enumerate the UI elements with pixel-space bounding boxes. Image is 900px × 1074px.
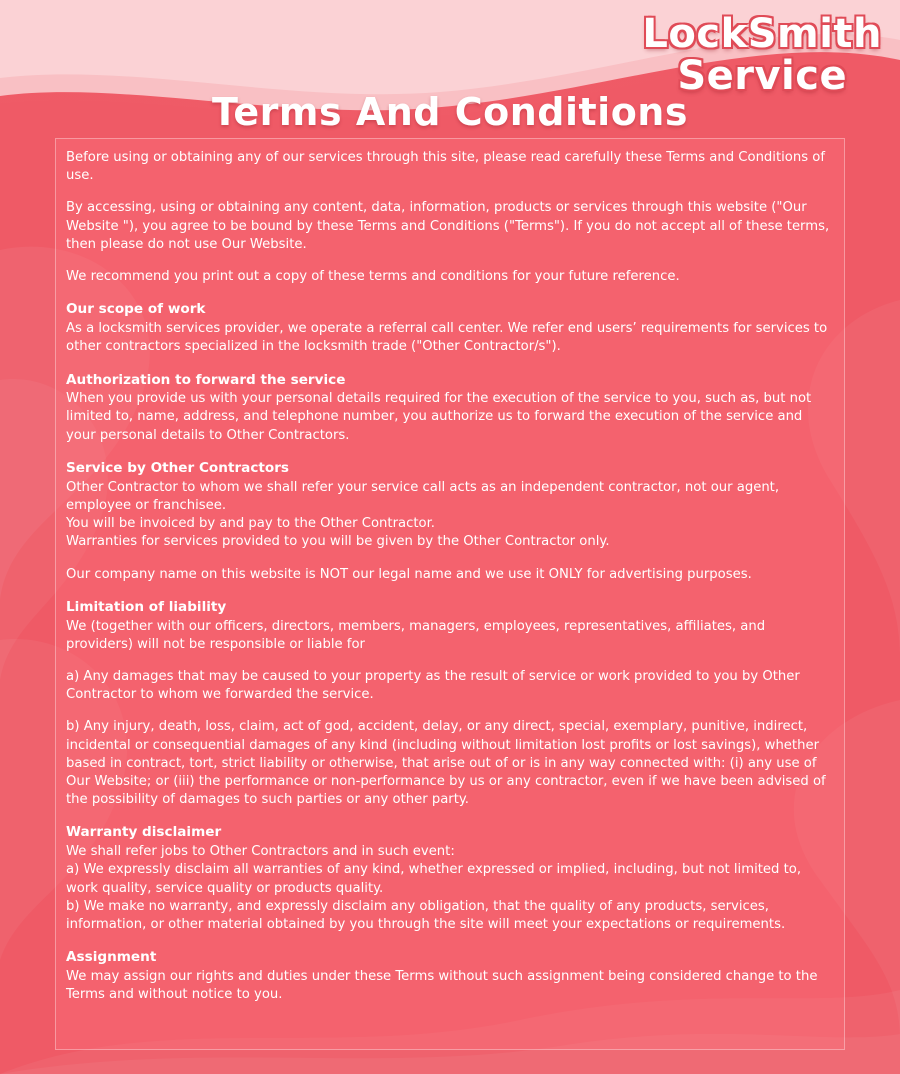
terms-section [66,948,834,1004]
intro-paragraph: Before using or obtaining any of our services through this site, please read carefully these Terms and Conditions of use. [66,150,825,184]
terms-section [66,668,834,704]
intro-paragraph: We recommend you print out a copy of these terms and conditions for your future reference. [66,269,680,285]
logo-line-1: LockSmith [642,11,882,57]
terms-section [66,459,834,552]
section-paragraph: We shall refer jobs to Other Contractors and in such event: [66,844,455,860]
terms-section [66,823,834,934]
terms-section [66,718,834,809]
section-paragraph: b) We make no warranty, and expressly disclaim any obligation, that the quality of any products, services, information, or other material obtained by you through the site will meet your expectations or requirements. [66,898,786,933]
section-paragraph: a) We expressly disclaim all warranties of any kind, whether expressed or implied, including, but not limited to, work quality, service quality or products quality. [66,862,802,896]
section-paragraph: We (together with our officers, directors, members, managers, employees, representatives, affiliates, and providers) will not be responsible or liable for [66,618,766,652]
intro-paragraph: By accessing, using or obtaining any content, data, information, products or services through this website ("Our Website "), you agree to be bound by these Terms and Conditions ("Terms"). If you do not accept all of these terms, then please do not use Our Website. [66,200,830,252]
site-logo[interactable] [642,11,882,99]
section-paragraph: b) Any injury, death, loss, claim, act of god, accident, delay, or any direct, special, exemplary, punitive, indirect, incidental or consequential damages of any kind (including without limitation lost profits or lost savings), whether based in contract, tort, strict liability or otherwise, that arise out of or is in any way connected with: (i) any use of Our Website; or (iii) the performance or non-performance by us or any contractor, even if we have been advised of the possibility of damages to such parties or any other party. [66,719,826,808]
logo-line-2: Service [677,53,848,99]
page-title: Terms And Conditions [212,90,688,134]
terms-section [66,300,834,356]
section-paragraph: Other Contractor to whom we shall refer your service call acts as an independent contractor, not our agent, employee or franchisee. [66,479,780,513]
section-paragraph: When you provide us with your personal details required for the execution of the service to you, such as, but not limited to, name, address, and telephone number, you authorize us to forward the execution of the service and your personal details to Other Contractors. [66,391,812,443]
section-heading: Service by Other Contractors [66,459,290,476]
terms-document [66,149,834,1005]
terms-section [66,598,834,654]
section-heading: Warranty disclaimer [66,824,222,841]
section-paragraph: We may assign our rights and duties under these Terms without such assignment being considered change to the Terms and without notice to you. [66,969,818,1003]
terms-section [66,566,834,584]
section-heading: Our scope of work [66,301,206,318]
section-paragraph: As a locksmith services provider, we operate a referral call center. We refer end users’ requirements for services to other contractors specialized in the locksmith trade ("Other Contractor/s"). [66,321,828,355]
terms-section [66,371,834,445]
section-heading: Limitation of liability [66,598,227,615]
section-heading: Assignment [66,949,157,966]
section-paragraph: a) Any damages that may be caused to your property as the result of service or work provided to you by Other Contractor to whom we forwarded the service. [66,668,800,703]
section-paragraph: You will be invoiced by and pay to the Other Contractor. [66,516,435,532]
section-paragraph: Warranties for services provided to you will be given by the Other Contractor only. [66,534,610,550]
section-paragraph: Our company name on this website is NOT our legal name and we use it ONLY for advertising purposes. [66,566,752,582]
terms-content-panel [55,138,845,1050]
section-heading: Authorization to forward the service [66,371,346,388]
